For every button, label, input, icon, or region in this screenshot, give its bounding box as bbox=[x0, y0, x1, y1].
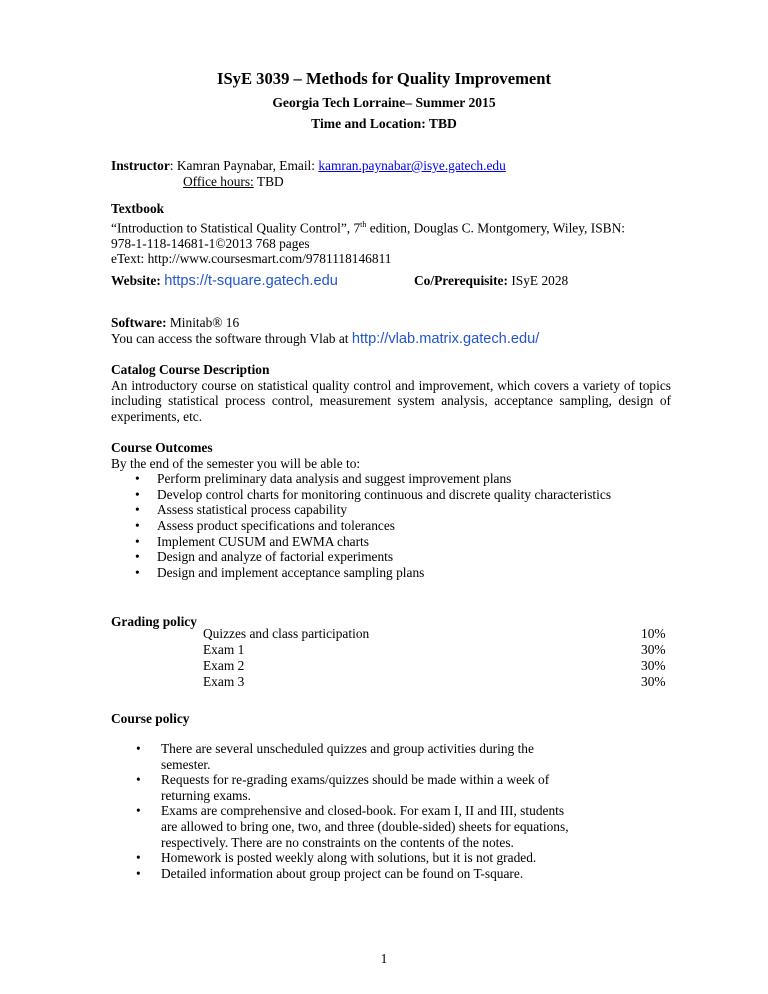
textbook-line2: 978-1-118-14681-1©2013 768 pages bbox=[111, 235, 310, 251]
grading-item: Exam 1 bbox=[203, 642, 245, 657]
policy-item: • Detailed information about group project can be found on T-square. bbox=[111, 866, 581, 882]
software-label: Software: bbox=[111, 315, 167, 330]
policy-item: • Homework is posted weekly along with solutions, but it is not graded. bbox=[111, 850, 581, 866]
catalog-text: An introductory course on statistical quality control and improvement, which covers a variety of topics including statistical process control, measurement system analysis, acceptance sampling, design of experiments, etc. bbox=[111, 377, 671, 424]
instructor-block bbox=[111, 158, 671, 189]
office-hours-value: TBD bbox=[253, 173, 284, 189]
policy-heading: Course policy bbox=[111, 711, 190, 726]
grading-row bbox=[111, 658, 671, 674]
software-block bbox=[111, 315, 671, 347]
outcome-item: • Develop control charts for monitoring continuous and discrete quality characteristics bbox=[111, 487, 671, 503]
catalog-heading: Catalog Course Description bbox=[111, 362, 270, 377]
course-subtitle: Georgia Tech Lorraine– Summer 2015 bbox=[272, 95, 496, 110]
grading-pct: 30% bbox=[641, 674, 666, 689]
grading-row bbox=[111, 674, 671, 690]
instructor-text: : Kamran Paynabar, Email: bbox=[169, 158, 319, 173]
grading-block bbox=[111, 614, 671, 694]
grading-pct: 30% bbox=[641, 642, 666, 657]
grading-heading: Grading policy bbox=[111, 614, 197, 629]
outcome-item: • Perform preliminary data analysis and suggest improvement plans bbox=[111, 471, 671, 487]
grading-pct: 10% bbox=[641, 626, 666, 641]
outcomes-heading: Course Outcomes bbox=[111, 440, 213, 455]
website-link[interactable]: https://t-square.gatech.edu bbox=[164, 273, 338, 289]
office-hours-label: Office hours: bbox=[183, 173, 254, 189]
policy-item: • There are several unscheduled quizzes and group activities during the semester. bbox=[111, 741, 581, 772]
instructor-label: Instructor bbox=[111, 158, 170, 173]
course-title: ISyE 3039 – Methods for Quality Improvement bbox=[216, 69, 552, 88]
prerequisite bbox=[414, 273, 568, 289]
prerequisite-value: ISyE 2028 bbox=[507, 273, 569, 288]
textbook-line3: eText: http://www.coursesmart.com/9781118146811 bbox=[111, 251, 392, 267]
website-block bbox=[111, 273, 671, 291]
software-access-text: You can access the software through Vlab at bbox=[111, 330, 352, 346]
outcome-item: • Assess statistical process capability bbox=[111, 502, 671, 518]
grading-item: Exam 2 bbox=[203, 658, 245, 673]
textbook-heading: Textbook bbox=[111, 201, 165, 216]
outcome-item: • Design and implement acceptance sampling plans bbox=[111, 565, 671, 581]
outcome-item: • Design and analyze of factorial experiments bbox=[111, 549, 671, 565]
textbook-line1-pre: “Introduction to Statistical Quality Control”, 7 bbox=[111, 220, 361, 236]
grading-pct: 30% bbox=[641, 658, 666, 673]
outcome-item: • Assess product specifications and tolerances bbox=[111, 518, 671, 534]
policy-item: • Exams are comprehensive and closed-book. For exam I, II and III, students are allowed to bring one, two, and three (double-sided) sheets for equations, respectively. There are no constraints on the contents of the notes. bbox=[111, 803, 581, 850]
policy-item: • Requests for re-grading exams/quizzes should be made within a week of returning exams. bbox=[111, 772, 581, 803]
grading-row bbox=[111, 642, 671, 658]
instructor-email-link[interactable]: kamran.paynabar@isye.gatech.edu bbox=[318, 158, 506, 173]
page-number: 1 bbox=[380, 951, 388, 966]
grading-item: Quizzes and class participation bbox=[203, 626, 370, 641]
textbook-block bbox=[111, 201, 671, 267]
outcomes-intro: By the end of the semester you will be able to: bbox=[111, 455, 361, 471]
grading-row bbox=[111, 626, 671, 642]
time-location: Time and Location: TBD bbox=[311, 116, 457, 131]
policy-list bbox=[111, 741, 581, 881]
policy-block bbox=[111, 741, 581, 881]
textbook-line1-post: edition, Douglas C. Montgomery, Wiley, ISBN: bbox=[366, 220, 625, 236]
vlab-link[interactable]: http://vlab.matrix.gatech.edu/ bbox=[351, 330, 540, 347]
policy-heading-block bbox=[111, 711, 671, 727]
outcome-item: • Implement CUSUM and EWMA charts bbox=[111, 534, 671, 550]
grading-item: Exam 3 bbox=[203, 674, 245, 689]
software-value: Minitab® 16 bbox=[166, 315, 240, 330]
catalog-block bbox=[111, 362, 671, 424]
outcomes-list bbox=[111, 471, 671, 580]
outcomes-block bbox=[111, 440, 671, 580]
website-label: Website: bbox=[111, 273, 161, 288]
prerequisite-label: Co/Prerequisite: bbox=[414, 273, 508, 288]
textbook-line1-sup: th bbox=[360, 219, 367, 229]
